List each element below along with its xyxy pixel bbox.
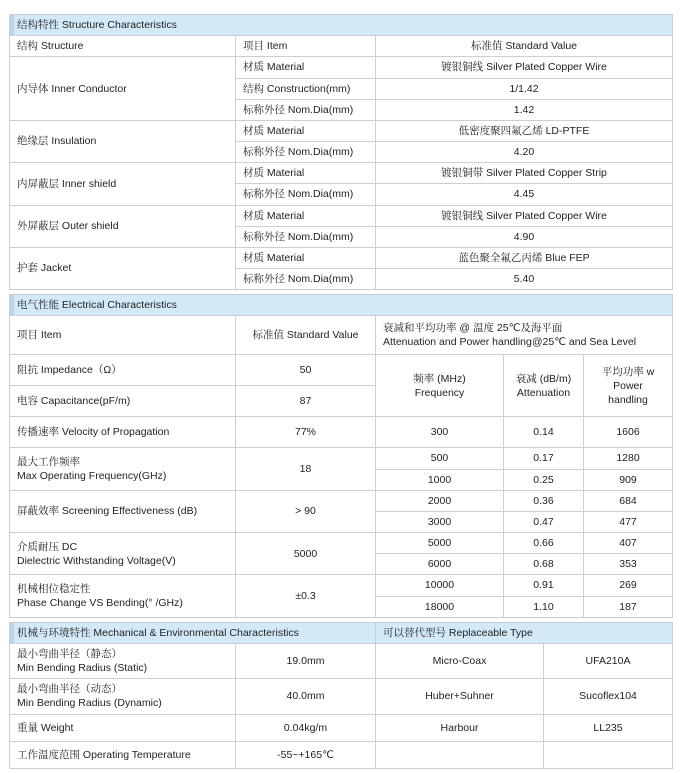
frequency-cell: 5000 bbox=[376, 533, 504, 554]
property-label-screening: 屏蔽效率 Screening Effectiveness (dB) bbox=[10, 490, 236, 532]
structure-section-header-row bbox=[10, 15, 673, 36]
replaceable-model: LL235 bbox=[544, 714, 673, 741]
table-row bbox=[10, 417, 673, 448]
power-cell: 684 bbox=[584, 490, 673, 511]
property-label-impedance: 阻抗 Impedance（Ω） bbox=[10, 355, 236, 386]
power-cell: 353 bbox=[584, 554, 673, 575]
property-value-screening: > 90 bbox=[236, 490, 376, 532]
property-value-capacitance: 87 bbox=[236, 386, 376, 417]
structure-column-header-row bbox=[10, 36, 673, 57]
property-label-phase-change bbox=[10, 575, 236, 617]
group-label-jacket: 护套 Jacket bbox=[10, 247, 236, 289]
col-header-power-handling bbox=[584, 355, 673, 417]
power-cell: 407 bbox=[584, 533, 673, 554]
attenuation-cell: 0.47 bbox=[504, 511, 584, 532]
col-header-item: 项目 Item bbox=[10, 316, 236, 355]
min-bending-dynamic-en: Min Bending Radius (Dynamic) bbox=[17, 697, 162, 710]
mechanical-section-title: 机械与环境特性 Mechanical & Environmental Characteristics bbox=[10, 622, 376, 643]
power-cell: 477 bbox=[584, 511, 673, 532]
replaceable-brand bbox=[376, 741, 544, 768]
value-cell: 4.90 bbox=[376, 226, 673, 247]
attenuation-table-header bbox=[376, 316, 673, 355]
min-bending-static-en: Min Bending Radius (Static) bbox=[17, 662, 148, 675]
value-cell: 5.40 bbox=[376, 269, 673, 290]
frequency-header-cn: 频率 (MHz) bbox=[413, 372, 466, 385]
attenuation-header-cn: 衰减和平均功率 @ 温度 25℃及海平面 bbox=[383, 322, 563, 335]
col-header-frequency bbox=[376, 355, 504, 417]
property-value-dielectric: 5000 bbox=[236, 533, 376, 575]
replaceable-model: Sucoflex104 bbox=[544, 679, 673, 714]
dielectric-en: Dielectric Withstanding Voltage(V) bbox=[17, 554, 176, 567]
item-cell: 结构 Construction(mm) bbox=[236, 78, 376, 99]
col-header-standard-value: 标准值 Standard Value bbox=[236, 316, 376, 355]
phase-change-cn: 机械相位稳定性 bbox=[17, 582, 91, 595]
item-cell: 标称外径 Nom.Dia(mm) bbox=[236, 142, 376, 163]
item-cell: 材质 Material bbox=[236, 57, 376, 78]
replaceable-brand: Huber+Suhner bbox=[376, 679, 544, 714]
frequency-cell: 500 bbox=[376, 448, 504, 469]
item-cell: 材质 Material bbox=[236, 163, 376, 184]
max-frequency-cn: 最大工作频率 bbox=[17, 455, 80, 468]
replaceable-model bbox=[544, 741, 673, 768]
power-cell: 269 bbox=[584, 575, 673, 596]
phase-change-en: Phase Change VS Bending(° /GHz) bbox=[17, 597, 183, 610]
property-label-velocity: 传播速率 Velocity of Propagation bbox=[10, 417, 236, 448]
value-cell: 4.20 bbox=[376, 142, 673, 163]
col-header-item: 项目 Item bbox=[236, 36, 376, 57]
table-row bbox=[10, 355, 673, 386]
property-label-min-bending-static bbox=[10, 643, 236, 678]
property-value-max-frequency: 18 bbox=[236, 448, 376, 490]
power-cell: 909 bbox=[584, 469, 673, 490]
frequency-cell: 300 bbox=[376, 417, 504, 448]
item-cell: 标称外径 Nom.Dia(mm) bbox=[236, 99, 376, 120]
property-label-max-frequency bbox=[10, 448, 236, 490]
table-row bbox=[10, 643, 673, 678]
min-bending-dynamic-cn: 最小弯曲半径（动态） bbox=[17, 683, 122, 696]
property-label-min-bending-dynamic bbox=[10, 679, 236, 714]
replaceable-brand: Micro-Coax bbox=[376, 643, 544, 678]
attenuation-cell: 0.66 bbox=[504, 533, 584, 554]
power-col-en1: Power bbox=[613, 379, 643, 392]
table-row bbox=[10, 490, 673, 511]
attenuation-cell: 0.25 bbox=[504, 469, 584, 490]
table-row bbox=[10, 163, 673, 184]
power-col-en2: handling bbox=[608, 393, 648, 406]
electrical-section-title: 电气性能 Electrical Characteristics bbox=[10, 295, 673, 316]
property-value-weight: 0.04kg/m bbox=[236, 714, 376, 741]
attenuation-col-en: Attenuation bbox=[516, 386, 571, 399]
table-row bbox=[10, 247, 673, 268]
attenuation-cell: 0.36 bbox=[504, 490, 584, 511]
mechanical-section-header-row bbox=[10, 622, 673, 643]
property-label-dielectric bbox=[10, 533, 236, 575]
col-header-attenuation bbox=[504, 355, 584, 417]
group-label-inner-conductor: 内导体 Inner Conductor bbox=[10, 57, 236, 121]
attenuation-cell: 0.14 bbox=[504, 417, 584, 448]
value-cell: 镀银铜带 Silver Plated Copper Strip bbox=[376, 163, 673, 184]
property-value-min-bending-static: 19.0mm bbox=[236, 643, 376, 678]
min-bending-static-cn: 最小弯曲半径（静态） bbox=[17, 647, 122, 660]
table-row bbox=[10, 120, 673, 141]
property-label-operating-temperature: 工作温度范围 Operating Temperature bbox=[10, 741, 236, 768]
property-value-phase-change: ±0.3 bbox=[236, 575, 376, 617]
table-row bbox=[10, 533, 673, 554]
replaceable-section-title: 可以替代型号 Replaceable Type bbox=[376, 622, 673, 643]
electrical-section-header-row bbox=[10, 295, 673, 316]
value-cell: 1/1.42 bbox=[376, 78, 673, 99]
property-label-capacitance: 电容 Capacitance(pF/m) bbox=[10, 386, 236, 417]
table-row bbox=[10, 741, 673, 768]
replaceable-model: UFA210A bbox=[544, 643, 673, 678]
property-value-min-bending-dynamic: 40.0mm bbox=[236, 679, 376, 714]
attenuation-col-cn: 衰减 (dB/m) bbox=[515, 372, 572, 385]
item-cell: 材质 Material bbox=[236, 247, 376, 268]
table-row bbox=[10, 448, 673, 469]
item-cell: 材质 Material bbox=[236, 205, 376, 226]
value-cell: 蓝色聚全氟乙丙烯 Blue FEP bbox=[376, 247, 673, 268]
property-value-impedance: 50 bbox=[236, 355, 376, 386]
attenuation-cell: 0.68 bbox=[504, 554, 584, 575]
group-label-inner-shield: 内屏蔽层 Inner shield bbox=[10, 163, 236, 205]
frequency-cell: 6000 bbox=[376, 554, 504, 575]
frequency-cell: 18000 bbox=[376, 596, 504, 617]
attenuation-header-en: Attenuation and Power handling@25℃ and Sea Level bbox=[383, 336, 637, 349]
property-label-weight: 重量 Weight bbox=[10, 714, 236, 741]
attenuation-cell: 0.91 bbox=[504, 575, 584, 596]
frequency-cell: 2000 bbox=[376, 490, 504, 511]
value-cell: 低密度聚四氟乙烯 LD-PTFE bbox=[376, 120, 673, 141]
attenuation-cell: 0.17 bbox=[504, 448, 584, 469]
power-cell: 1280 bbox=[584, 448, 673, 469]
attenuation-cell: 1.10 bbox=[504, 596, 584, 617]
dielectric-cn: 介质耐压 DC bbox=[17, 540, 78, 553]
table-row bbox=[10, 575, 673, 596]
table-row bbox=[10, 679, 673, 714]
item-cell: 标称外径 Nom.Dia(mm) bbox=[236, 269, 376, 290]
item-cell: 材质 Material bbox=[236, 120, 376, 141]
col-header-standard-value: 标准值 Standard Value bbox=[376, 36, 673, 57]
value-cell: 镀银铜线 Silver Plated Copper Wire bbox=[376, 57, 673, 78]
frequency-cell: 10000 bbox=[376, 575, 504, 596]
replaceable-brand: Harbour bbox=[376, 714, 544, 741]
frequency-cell: 1000 bbox=[376, 469, 504, 490]
frequency-cell: 3000 bbox=[376, 511, 504, 532]
structure-section-title: 结构特性 Structure Characteristics bbox=[10, 15, 673, 36]
value-cell: 镀银铜线 Silver Plated Copper Wire bbox=[376, 205, 673, 226]
max-frequency-en: Max Operating Frequency(GHz) bbox=[17, 470, 167, 483]
electrical-characteristics-table bbox=[9, 294, 673, 618]
table-row bbox=[10, 57, 673, 78]
power-cell: 187 bbox=[584, 596, 673, 617]
electrical-column-header-row bbox=[10, 316, 673, 355]
mechanical-environmental-table bbox=[9, 622, 673, 769]
col-header-structure: 结构 Structure bbox=[10, 36, 236, 57]
value-cell: 4.45 bbox=[376, 184, 673, 205]
item-cell: 标称外径 Nom.Dia(mm) bbox=[236, 184, 376, 205]
group-label-outer-shield: 外屏蔽层 Outer shield bbox=[10, 205, 236, 247]
frequency-header-en: Frequency bbox=[414, 386, 465, 399]
power-col-cn: 平均功率 w bbox=[601, 365, 655, 378]
table-row bbox=[10, 714, 673, 741]
group-label-insulation: 绝缘层 Insulation bbox=[10, 120, 236, 162]
structure-characteristics-table bbox=[9, 14, 673, 290]
power-cell: 1606 bbox=[584, 417, 673, 448]
value-cell: 1.42 bbox=[376, 99, 673, 120]
table-row bbox=[10, 205, 673, 226]
item-cell: 标称外径 Nom.Dia(mm) bbox=[236, 226, 376, 247]
property-value-velocity: 77% bbox=[236, 417, 376, 448]
property-value-operating-temperature: -55~+165℃ bbox=[236, 741, 376, 768]
